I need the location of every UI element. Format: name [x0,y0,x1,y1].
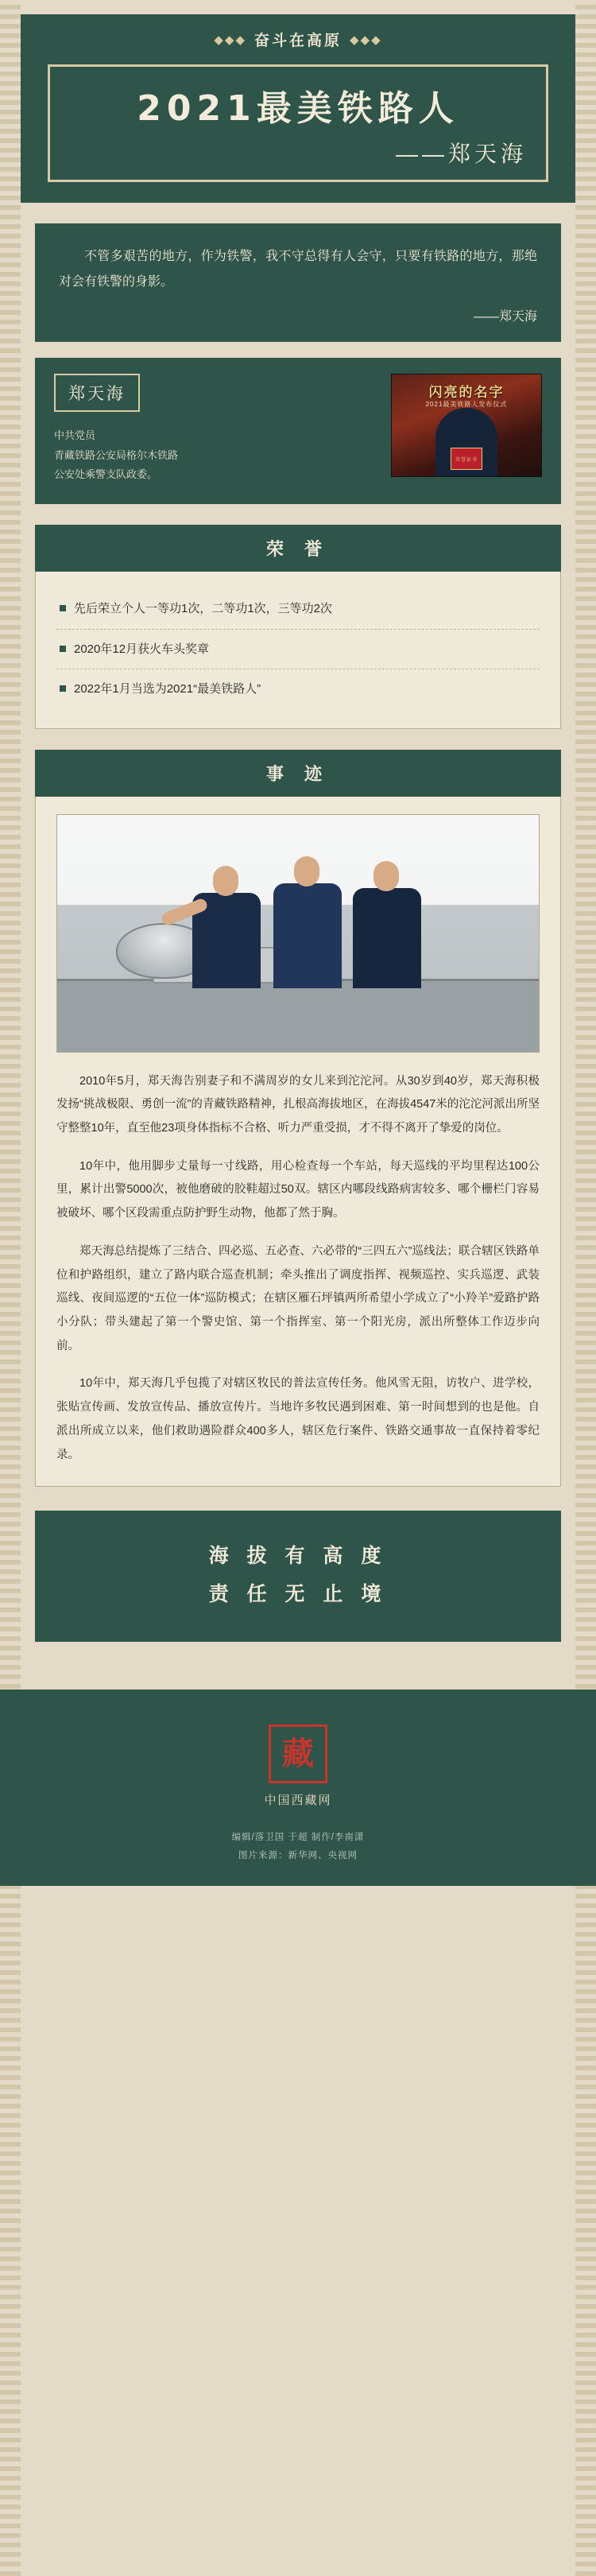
logo-text: 中国西藏网 [264,1794,332,1808]
deeds-paragraph: 2010年5月，郑天海告别妻子和不满周岁的女儿来到沱沱河。从30岁到40岁，郑天海积极发扬“挑战极限、勇创一流”的青藏铁路精神，扎根高海拔地区，在海拔4547米的沱沱河派出所坚守整整10年，直至他23项身体指标不合格、听力严重受损，才不得不离开了挚爱的岗位。 [56,1074,540,1135]
diamond-left-icon: ◆◆◆ [214,33,246,47]
honor-item-text: 2020年12月获火车头奖章 [74,642,210,656]
photo-subbanner-text: 2021最美铁路人发布仪式 [425,401,508,408]
list-item [56,589,540,630]
page-subtitle: ——郑天海 [395,142,527,166]
diamond-right-icon: ◆◆◆ [350,33,382,47]
honor-section-header [35,525,561,572]
bullet-icon [60,646,66,652]
header-ribbon [21,29,575,50]
deeds-paragraph: 10年中，他用脚步丈量每一寸线路，用心检查每一个车站，每天巡线的平均里程达100公里，累计出警5000次，被他磨破的胶鞋超过50双。辖区内哪段线路病害较多、哪个栅栏门容易被破坏、哪个区段需重点防护野生动物，他都了然于胸。 [56,1159,540,1220]
credit-line-1: 编辑/落卫国 于超 制作/李南潇 [231,1833,365,1843]
deeds-paragraph: 10年中，郑天海几乎包揽了对辖区牧民的普法宣传任务。他风雪无阻，访牧户、进学校，张贴宣传画、发放宣传品、播放宣传片。当地许多牧民遇到困难、第一时间想到的也是他。自派出所成立以来，他们救助遇险群众400多人，辖区危行案件、铁路交通事故一直保持着零纪录。 [56,1377,540,1461]
deeds-paragraph: 郑天海总结提炼了三结合、四必巡、五必查、六必带的“三四五六”巡线法；联合辖区铁路单位和护路组织，建立了路内联合巡查机制；牵头推出了调度指挥、视频巡控、实兵巡逻、武装巡线、夜间巡逻的“五位一体”巡防模式；在辖区雁石坪镇两所希望小学成立了“小羚羊”爱路护路小分队；带头建起了第一个警史馆、第一个指挥室、第一个阳光房，派出所整体工作迈步向前。 [56,1244,540,1352]
tibet-logo-icon [269,1724,327,1783]
certificate-icon [451,448,482,470]
bullet-icon [60,605,66,611]
quote-author: ——郑天海 [473,310,537,324]
quote-card [35,223,561,342]
profile-org-line1: 青藏铁路公安局格尔木铁路 [54,448,179,461]
deeds-section-body [35,797,561,1488]
honor-section-title: 荣 誉 [265,539,331,560]
slogan-line-2: 责 任 无 止 境 [208,1582,388,1605]
poster-footer [0,1690,596,1886]
page-title: 2021最美铁路人 [137,88,459,129]
logo-glyph: 藏 [282,1736,314,1772]
photo-person-3 [353,888,421,988]
profile-card [35,358,561,504]
certificate-label: 荣誉证书 [455,458,478,463]
profile-info [54,374,377,485]
photo-person-2-head [294,856,319,886]
profile-org-line2: 公安处乘警支队政委。 [54,468,158,481]
bullet-icon [60,685,66,692]
photo-person-1-head [213,866,238,896]
deeds-section-title: 事 迹 [265,763,331,784]
quote-text: 不管多艰苦的地方，作为铁警，我不守总得有人会守，只要有铁路的地方，那绝对会有铁警的身影。 [59,250,537,289]
deeds-photo [56,814,540,1053]
profile-party: 中共党员 [54,429,96,441]
ribbon-title: 奋斗在高原 [253,33,342,49]
poster-inner [0,14,596,1642]
title-box [48,64,548,182]
profile-photo [391,374,542,477]
slogan-card [35,1511,561,1642]
list-item [56,669,540,709]
deeds-section-header [35,750,561,797]
slogan-line-1: 海 拔 有 高 度 [208,1545,388,1568]
photo-banner-text: 闪亮的名字 [428,385,505,400]
photo-person-3-head [373,861,399,891]
deeds-text [56,1070,540,1468]
list-item [56,630,540,670]
profile-name: 郑天海 [54,374,140,412]
poster-header [21,14,575,203]
honor-section-body [35,572,561,729]
credit-line-2: 图片来源：新华网、央视网 [238,1851,358,1861]
photo-person-2 [273,883,342,988]
honor-item-text: 先后荣立个人一等功1次，二等功1次，三等功2次 [74,602,333,616]
honor-item-text: 2022年1月当选为2021“最美铁路人” [74,682,261,696]
photo-counter [57,979,539,1052]
